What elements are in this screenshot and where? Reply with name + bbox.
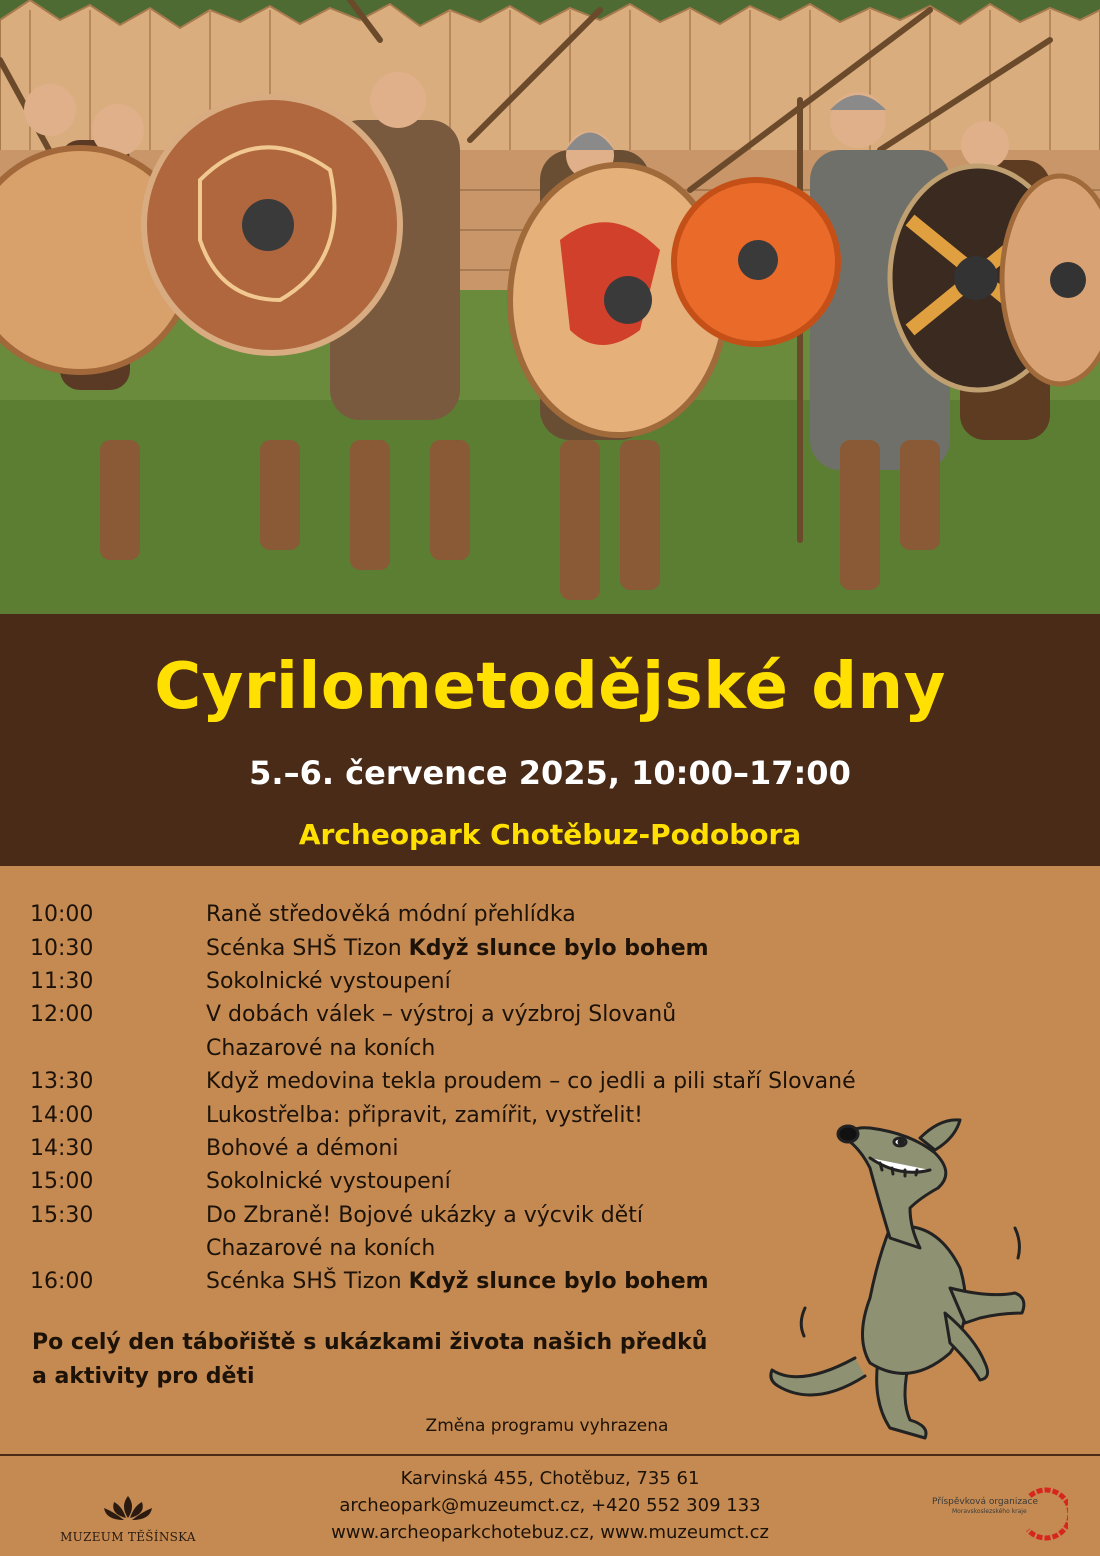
program-time: 10:30 [30, 935, 94, 961]
museum-lotus-logo-icon [100, 1494, 156, 1524]
program-row [30, 998, 970, 1031]
event-venue: Archeopark Chotěbuz-Podobora [298, 818, 802, 851]
program-event: Do Zbraně! Bojové ukázky a výcvik dětí [206, 1202, 643, 1228]
hero-photo [0, 0, 1100, 614]
region-logo-line-2: Moravskoslezského kraje [952, 1508, 1027, 1515]
program-time: 10:00 [30, 902, 94, 928]
footer-contact[interactable]: archeopark@muzeumct.cz, +420 552 309 133 [339, 1495, 761, 1516]
program-event: Chazarové na koních [206, 1035, 436, 1061]
program-event: Scénka SHŠ Tizon Když slunce bylo bohem [206, 1269, 709, 1295]
program-event: Chazarové na koních [206, 1236, 436, 1262]
region-circle-logo-icon [1020, 1486, 1068, 1544]
program-note: Změna programu vyhrazena [425, 1416, 669, 1436]
program-time: 15:30 [30, 1202, 94, 1228]
all-day-line-1: Po celý den tábořiště s ukázkami života našich předků [32, 1330, 708, 1355]
program-row [30, 965, 970, 998]
program-event: Bohové a démoni [206, 1135, 399, 1161]
footer-address: Karvinská 455, Chotěbuz, 735 61 [400, 1468, 700, 1489]
program-time: 16:00 [30, 1269, 94, 1295]
museum-logo-text: MUZEUM TĚŠÍNSKA [60, 1530, 196, 1544]
program-event: Raně středověká módní přehlídka [206, 902, 576, 928]
program-event: V dobách válek – výstroj a výzbroj Slovanů [206, 1002, 677, 1028]
footer-web[interactable]: www.archeoparkchotebuz.cz, www.muzeumct.cz [331, 1522, 769, 1543]
footer-divider [0, 1454, 1100, 1456]
program-event: Lukostřelba: připravit, zamířit, vystřelit! [206, 1102, 643, 1128]
warriors-illustration [0, 0, 1100, 614]
program-time: 15:00 [30, 1169, 94, 1195]
program-time: 14:30 [30, 1135, 94, 1161]
program-time: 14:00 [30, 1102, 94, 1128]
event-date-time: 5.–6. července 2025, 10:00–17:00 [249, 754, 851, 792]
program-time: 11:30 [30, 968, 94, 994]
region-logo-line-1: Příspěvková organizace [932, 1497, 1039, 1507]
program-event: Sokolnické vystoupení [206, 1169, 451, 1195]
program-event: Scénka SHŠ Tizon Když slunce bylo bohem [206, 935, 709, 961]
program-event: Když medovina tekla proudem – co jedli a pili staří Slované [206, 1069, 856, 1095]
program-event: Sokolnické vystoupení [206, 968, 451, 994]
title-band [0, 614, 1100, 866]
program-time: 12:00 [30, 1002, 94, 1028]
program-row [30, 1065, 970, 1098]
program-row [30, 898, 970, 931]
program-time: 13:30 [30, 1069, 94, 1095]
event-title: Cyrilometodějské dny [154, 650, 946, 724]
region-logo [930, 1484, 1070, 1544]
greyhound-dog-icon [760, 1108, 1040, 1448]
program-row [30, 1032, 970, 1065]
museum-logo [58, 1494, 198, 1544]
all-day-activities [32, 1326, 752, 1394]
all-day-line-2: a aktivity pro děti [32, 1364, 255, 1389]
program-row [30, 931, 970, 964]
